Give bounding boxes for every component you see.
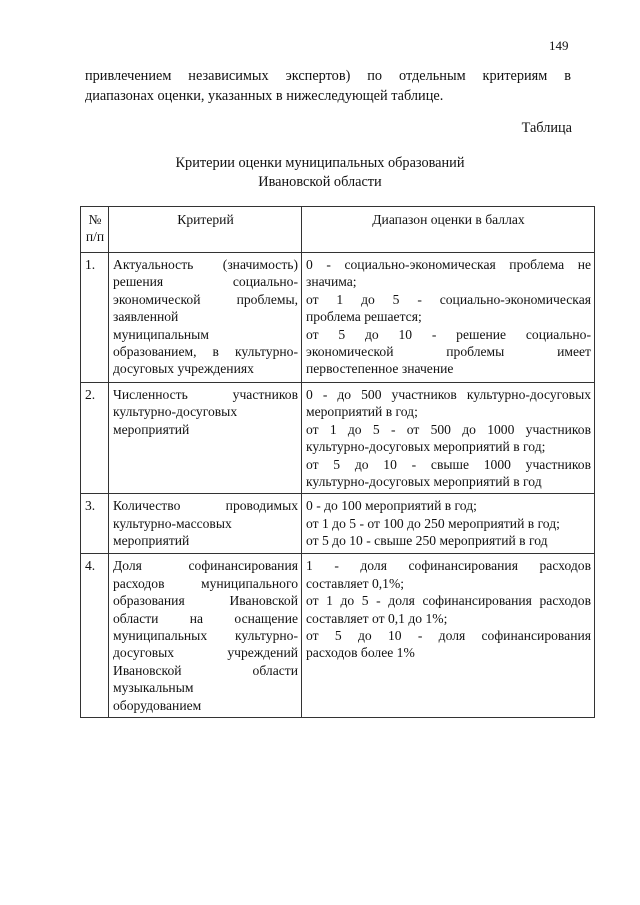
table-row [81,494,595,554]
criterion-line: Актуальность (значимость) [113,257,298,272]
range-line: культурно-досуговых мероприятий в год [306,474,542,490]
range-line: от 5 до 10 - решение социально- [306,326,591,342]
row-number: 4. [81,554,109,718]
header-number-line-1: № [88,212,102,227]
range-line: мероприятий в год; [306,404,418,420]
criterion-line: музыкальным [113,680,194,696]
range-line: от 1 до 5 - от 100 до 250 мероприятий в год; [306,515,560,531]
criterion-line: мероприятий [113,421,190,437]
range-line: от 1 до 5 - доля софинансирования расходов [306,593,591,609]
header-criterion: Критерий [109,207,302,253]
header-number [81,207,109,253]
intro-line-1: привлечением независимых экспертов) по отдельным критериям в [85,68,571,84]
range-line: 0 - до 500 участников культурно-досуговых [306,387,591,402]
criterion-line: решения социально- [113,274,298,290]
range-line: от 1 до 5 - от 500 до 1000 участников [306,421,591,437]
criterion-line: оборудованием [113,697,202,713]
criterion-line: области на оснащение [113,610,298,626]
criterion-line: Ивановской области [113,662,298,678]
criterion-line: расходов муниципального [113,575,298,591]
row-number: 3. [81,494,109,554]
intro-paragraph [85,66,571,106]
table-label: Таблица [521,120,572,136]
range-line: экономической проблемы имеет [306,344,591,360]
range-line: расходов более 1% [306,645,415,661]
table-title-line-1: Критерии оценки муниципальных образований [175,155,465,171]
table-row [81,253,595,383]
row-criterion [109,253,302,383]
table-row [81,554,595,718]
row-criterion [109,494,302,554]
criterion-line: образованием, в культурно- [113,344,298,360]
range-line: проблема решается; [306,309,422,325]
table-header-row [81,207,595,253]
table-row [81,383,595,494]
range-line: 1 - доля софинансирования расходов [306,558,591,574]
row-number: 2. [81,383,109,494]
criterion-line: досуговых учреждений [113,645,298,661]
row-range [302,554,595,718]
page-number: 149 [549,38,569,53]
criterion-line: заявленной [113,309,179,325]
row-number: 1. [81,253,109,383]
header-range: Диапазон оценки в баллах [302,207,595,253]
criterion-line: Численность участников [113,387,298,402]
intro-line-2: диапазонах оценки, указанных в нижеследующей таблице. [85,88,444,104]
range-line: от 5 до 10 - свыше 1000 участников [306,456,591,472]
header-number-line-2: п/п [85,229,105,245]
range-line: первостепенное значение [306,361,454,377]
range-line: 0 - до 100 мероприятий в год; [306,498,477,514]
range-line: от 5 до 10 - свыше 250 мероприятий в год [306,533,548,549]
table-title [0,154,640,192]
row-range [302,253,595,383]
range-line: составляет от 0,1 до 1%; [306,610,448,626]
range-line: от 1 до 5 - социально-экономическая [306,291,591,307]
row-criterion [109,383,302,494]
criterion-line: экономической проблемы, [113,291,298,307]
criteria-table [80,206,595,718]
criterion-line: мероприятий [113,533,190,549]
criterion-line: культурно-досуговых [113,404,238,420]
range-line: составляет 0,1%; [306,575,405,591]
row-criterion [109,554,302,718]
criterion-line: культурно-массовых [113,515,232,531]
row-range [302,383,595,494]
table-title-line-2: Ивановской области [258,174,382,190]
range-line: от 5 до 10 - доля софинансирования [306,628,591,644]
row-range [302,494,595,554]
range-line: культурно-досуговых мероприятий в год; [306,439,546,455]
criterion-line: Доля софинансирования [113,558,298,574]
criterion-line: образования Ивановской [113,593,298,609]
range-line: 0 - социально-экономическая проблема не [306,257,591,272]
criterion-line: досуговых учреждениях [113,361,254,377]
criterion-line: муниципальным [113,326,209,342]
criterion-line: муниципальных культурно- [113,628,298,644]
criterion-line: Количество проводимых [113,498,298,514]
range-line: значима; [306,274,357,290]
